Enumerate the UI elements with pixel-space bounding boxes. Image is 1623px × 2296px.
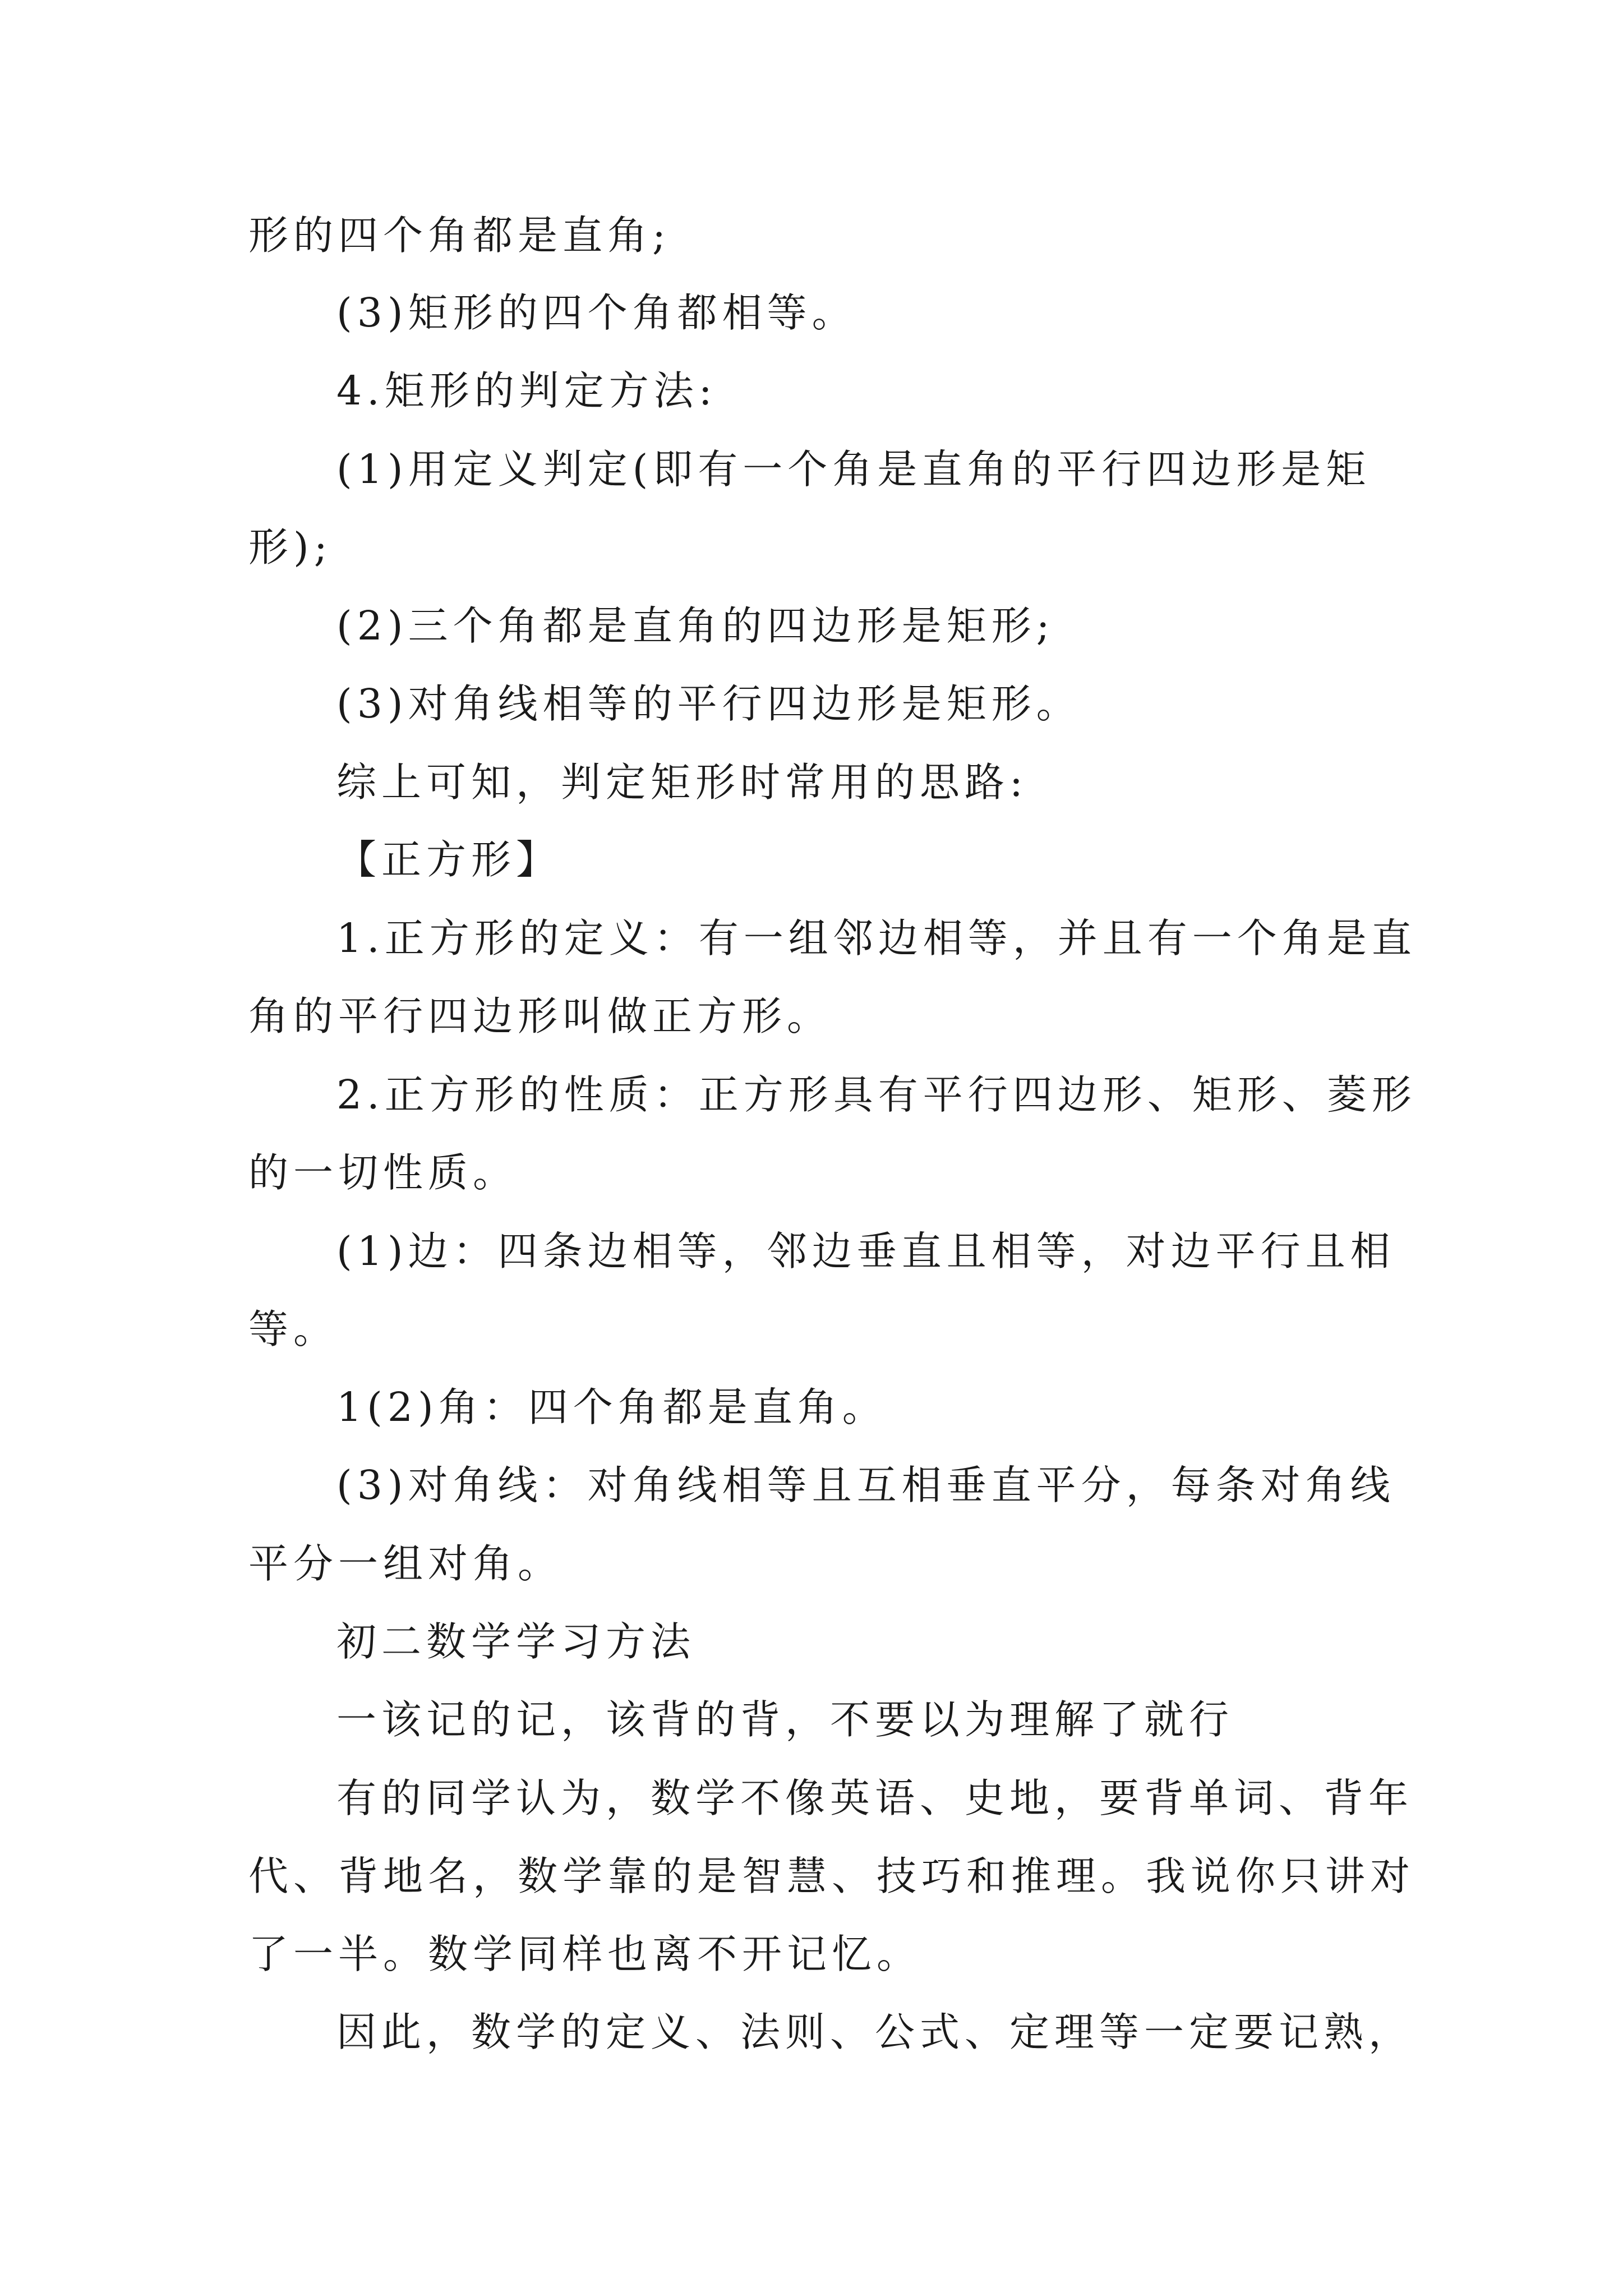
- text-line: 平分一组对角。: [248, 1540, 563, 1587]
- text-line: 一该记的记，该背的背，不要以为理解了就行: [336, 1696, 1234, 1743]
- text-line: 形);: [248, 524, 333, 570]
- text-line: 角的平行四边形叫做正方形。: [248, 993, 832, 1039]
- text-line: 综上可知，判定矩形时常用的思路:: [336, 759, 1028, 806]
- section-heading: 初二数学学习方法: [336, 1618, 696, 1665]
- text-line: (2)三个角都是直角的四边形是矩形;: [336, 602, 1055, 649]
- text-line: (3)矩形的四个角都相等。: [336, 289, 857, 336]
- text-line: (1)用定义判定(即有一个角是直角的平行四边形是矩: [336, 446, 1371, 493]
- text-line: 因此，数学的定义、法则、公式、定理等一定要记熟，: [336, 2009, 1414, 2055]
- text-line: 形的四个角都是直角;: [248, 212, 671, 259]
- text-line: 2.正方形的性质：正方形具有平行四边形、矩形、菱形: [336, 1071, 1417, 1118]
- text-line: 代、背地名，数学靠的是智慧、技巧和推理。我说你只讲对: [248, 1853, 1415, 1899]
- text-line: 1(2)角：四个角都是直角。: [336, 1384, 887, 1430]
- text-line: (1)边：四条边相等，邻边垂直且相等，对边平行且相: [336, 1228, 1395, 1274]
- text-line: 的一切性质。: [248, 1149, 518, 1196]
- text-line: 有的同学认为，数学不像英语、史地，要背单词、背年: [336, 1775, 1414, 1821]
- section-heading: 【正方形】: [336, 836, 561, 883]
- text-line: 了一半。数学同样也离不开记忆。: [248, 1931, 922, 1977]
- text-line: 等。: [248, 1306, 339, 1352]
- text-line: 1.正方形的定义：有一组邻边相等，并且有一个角是直: [336, 915, 1417, 961]
- text-line: (3)对角线相等的平行四边形是矩形。: [336, 680, 1081, 727]
- text-line: (3)对角线：对角线相等且互相垂直平分，每条对角线: [336, 1462, 1395, 1508]
- text-line: 4.矩形的判定方法:: [336, 367, 717, 414]
